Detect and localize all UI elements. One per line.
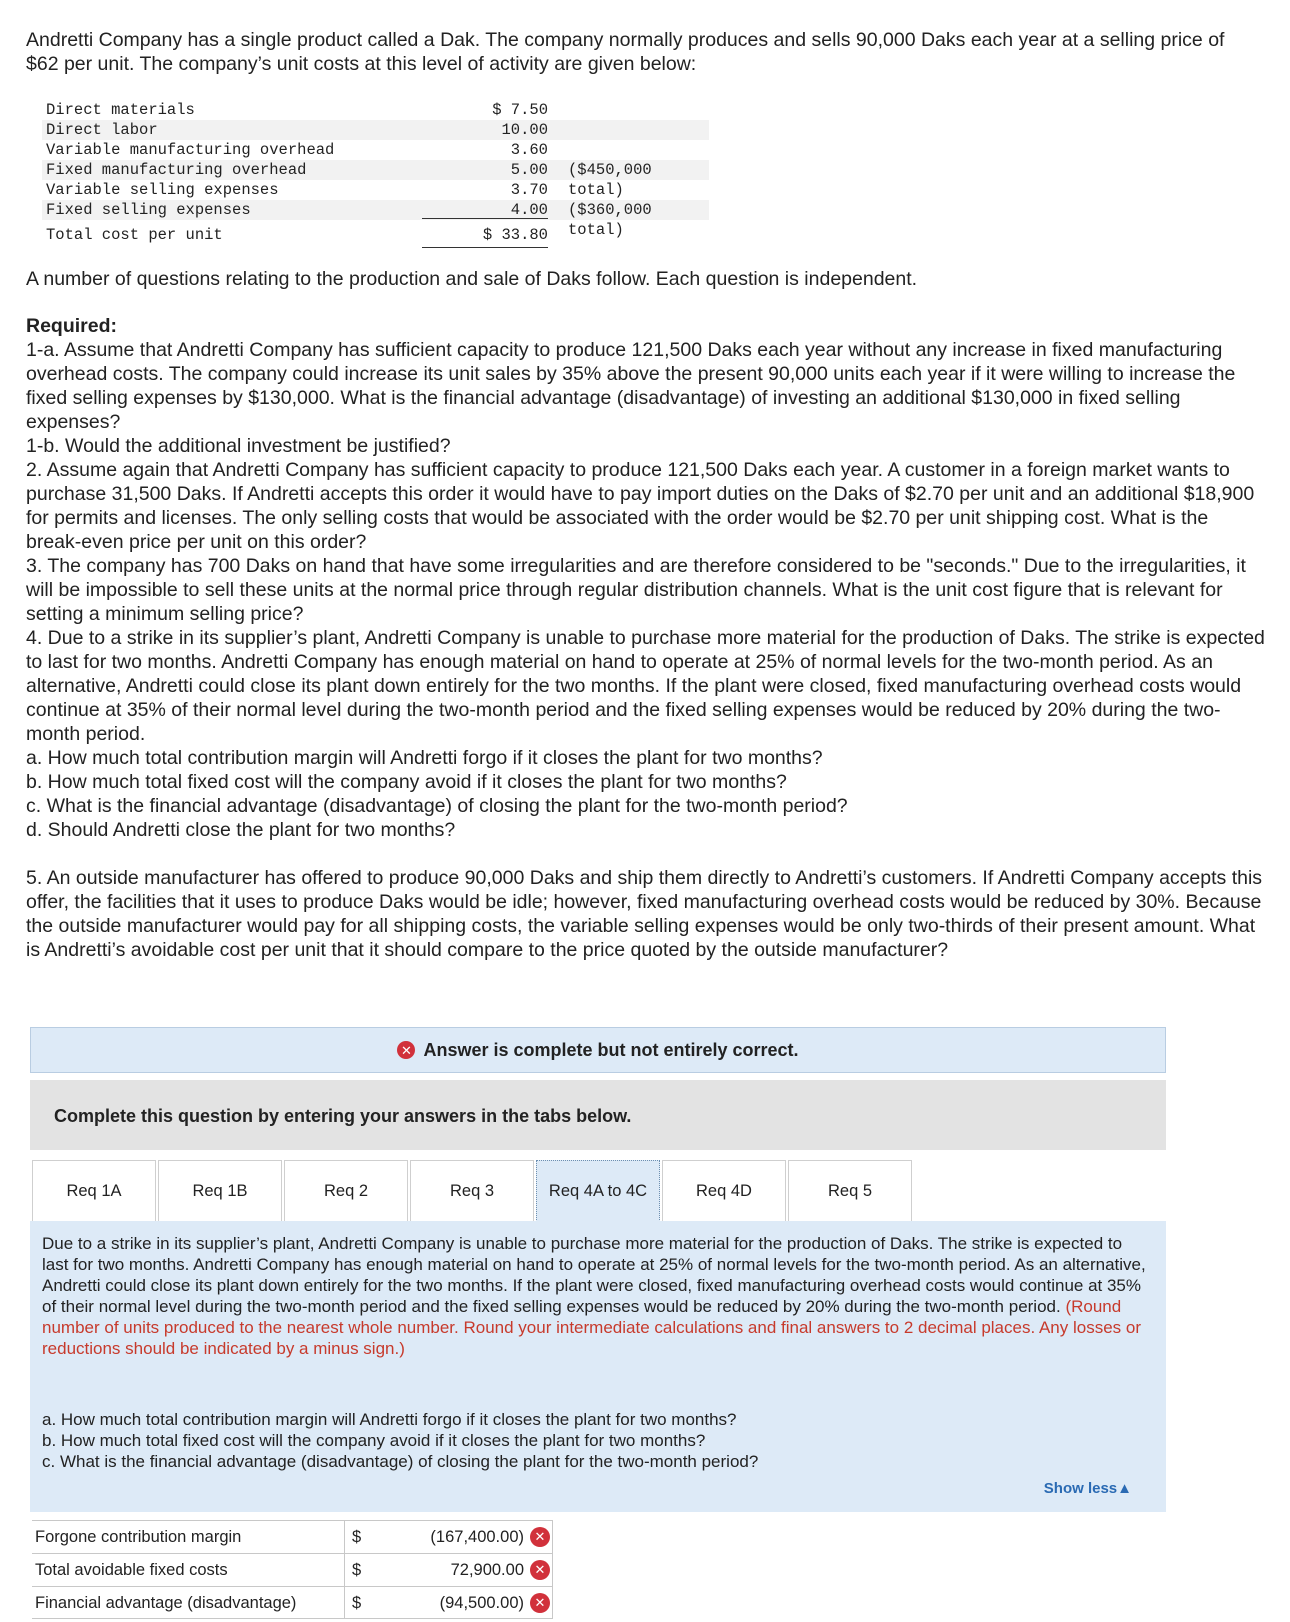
- tab-req-1b[interactable]: Req 1B: [158, 1160, 282, 1222]
- cost-label: Total cost per unit: [46, 226, 223, 244]
- tab-req-1a[interactable]: Req 1A: [32, 1160, 156, 1222]
- x-circle-icon: ✕: [397, 1041, 415, 1059]
- tab-req-4d[interactable]: Req 4D: [662, 1160, 786, 1222]
- panel-desc-text: Due to a strike in its supplier’s plant, Andretti Company is unable to purchase more material for the production of Daks. The strike is expected to last for two months. Andretti Company has enough material on hand to operate at 25% of normal levels for the two-month period. As an alternative, Andretti could close its plant down entirely for the two months. If the plant were closed, fixed manufacturing overhead costs would continue at 35% of their normal level during the two-month period and the fixed selling expenses would be reduced by 20% during the two-month period.: [42, 1234, 1146, 1316]
- question-4d: d. Should Andretti close the plant for two months?: [26, 819, 456, 841]
- instruction-text: Complete this question by entering your answers in the tabs below.: [54, 1106, 632, 1126]
- question-5: 5. An outside manufacturer has offered to produce 90,000 Daks and ship them directly to Andretti’s customers. If Andretti Company accepts this offer, the facilities that it uses to produce Daks would be idle; however, fixed manufacturing overhead costs would be reduced by 30%. Because the outside manufacturer would pay for all shipping costs, the variable selling expenses would be only two-thirds of their present amount. What is Andretti’s avoidable cost per unit that it should compare to the price quoted by the outside manufacturer?: [26, 867, 1263, 961]
- cost-label: Variable manufacturing overhead: [46, 141, 335, 159]
- question-2: 2. Assume again that Andretti Company has sufficient capacity to produce 121,500 Daks each year. A customer in a foreign market wants to purchase 31,500 Daks. If Andretti accepts this order it would have to pay import duties on the Daks of $2.70 per unit and an additional $18,900 for permits and licenses. The only selling costs that would be associated with the order would be $2.70 per unit shipping cost. What is the break-even price per unit on this order?: [26, 459, 1255, 553]
- answer-input[interactable]: (167,400.00): [430, 1528, 524, 1546]
- cost-amount: 4.00: [422, 200, 548, 220]
- tab-content-panel: [30, 1221, 1166, 1512]
- cost-row-direct-labor: [42, 120, 709, 140]
- tab-req-5[interactable]: Req 5: [788, 1160, 912, 1222]
- question-1b: 1-b. Would the additional investment be justified?: [26, 435, 451, 457]
- currency-symbol: $: [352, 1561, 362, 1579]
- requirement-tabs: [32, 1160, 914, 1222]
- question-1a: 1-a. Assume that Andretti Company has sufficient capacity to produce 121,500 Daks each year without any increase in fixed manufacturing overhead costs. The company could increase its unit sales by 35% above the present 90,000 units each year if it were willing to increase the fixed selling expenses by $130,000. What is the financial advantage (disadvantage) of investing an additional $130,000 in fixed selling expenses?: [26, 339, 1236, 433]
- answer-input[interactable]: 72,900.00: [450, 1561, 524, 1579]
- cost-amount: $ 7.50: [492, 101, 548, 119]
- answer-label: Total avoidable fixed costs: [35, 1561, 228, 1579]
- tab-req-2[interactable]: Req 2: [284, 1160, 408, 1222]
- answer-label: Financial advantage (disadvantage): [35, 1594, 297, 1612]
- panel-question-c: c. What is the financial advantage (disadvantage) of closing the plant for the two-month period?: [42, 1452, 759, 1471]
- question-3: 3. The company has 700 Daks on hand that have some irregularities and are therefore considered to be "seconds." Due to the irregularities, it will be impossible to sell these units at the normal price through regular distribution channels. What is the unit cost figure that is relevant for setting a minimum selling price?: [26, 555, 1246, 625]
- cost-row-variable-mfg-overhead: [42, 140, 709, 160]
- column-divider: [552, 1520, 553, 1619]
- cost-row-variable-selling: [42, 180, 709, 200]
- problem-intro: Andretti Company has a single product called a Dak. The company normally produces and sells 90,000 Daks each year at a selling price of $62 per unit. The company’s unit costs at this level of activity are given below:: [26, 29, 1225, 75]
- panel-description: [42, 1233, 1152, 1359]
- cost-amount: 5.00: [510, 161, 548, 179]
- question-4c: c. What is the financial advantage (disadvantage) of closing the plant for the two-month period?: [26, 795, 848, 817]
- answer-row-financial-advantage: [32, 1586, 552, 1619]
- required-heading: Required:: [26, 315, 118, 337]
- incorrect-icon: ✕: [530, 1560, 550, 1580]
- cost-label: Fixed selling expenses: [46, 201, 251, 219]
- cost-label: Variable selling expenses: [46, 181, 279, 199]
- panel-question-a: a. How much total contribution margin will Andretti forgo if it closes the plant for two months?: [42, 1410, 737, 1429]
- currency-symbol: $: [352, 1528, 362, 1546]
- answer-status-banner: [30, 1027, 1166, 1073]
- cost-label: Direct materials: [46, 101, 195, 119]
- cost-amount: $ 33.80: [422, 220, 548, 248]
- cost-row-direct-materials: [42, 100, 709, 120]
- answer-table: [32, 1520, 552, 1619]
- cost-note: ($360,000 total): [568, 201, 652, 239]
- question-4b: b. How much total fixed cost will the company avoid if it closes the plant for two months?: [26, 771, 787, 793]
- tab-req-3[interactable]: Req 3: [410, 1160, 534, 1222]
- currency-symbol: $: [352, 1594, 362, 1612]
- cost-note: ($450,000 total): [568, 161, 652, 199]
- independent-note: A number of questions relating to the production and sale of Daks follow. Each question is independent.: [26, 268, 918, 290]
- panel-question-b: b. How much total fixed cost will the company avoid if it closes the plant for two months?: [42, 1431, 706, 1450]
- required-section: [26, 314, 1266, 962]
- incorrect-icon: ✕: [530, 1593, 550, 1613]
- question-4: 4. Due to a strike in its supplier’s plant, Andretti Company is unable to purchase more material for the production of Daks. The strike is expected to last for two months. Andretti Company has enough material on hand to operate at 25% of normal levels for the two-month period. As an alternative, Andretti could close its plant down entirely for the two months. If the plant were closed, fixed manufacturing overhead costs would continue at 35% of their normal level during the two-month period and the fixed selling expenses would be reduced by 20% during the two-month period.: [26, 627, 1265, 745]
- cost-label: Direct labor: [46, 121, 158, 139]
- unit-cost-table: [42, 100, 709, 246]
- show-less-link[interactable]: Show less▲: [1043, 1480, 1132, 1497]
- answer-row-avoidable-fixed: [32, 1553, 552, 1586]
- answer-row-forgone-cm: [32, 1520, 552, 1553]
- panel-questions: [42, 1409, 1152, 1472]
- answer-label: Forgone contribution margin: [35, 1528, 242, 1546]
- cost-label: Fixed manufacturing overhead: [46, 161, 307, 179]
- question-4a: a. How much total contribution margin will Andretti forgo if it closes the plant for two months?: [26, 747, 823, 769]
- banner-text: Answer is complete but not entirely correct.: [423, 1039, 799, 1060]
- cost-row-total: [42, 220, 709, 246]
- tab-req-4a-to-4c[interactable]: Req 4A to 4C: [536, 1160, 660, 1222]
- rounding-instructions: (Round number of units produced to the nearest whole number. Round your intermediate calculations and final answers to 2 decimal places. Any losses or reductions should be indicated by a minus sign.): [42, 1297, 1142, 1358]
- cost-amount: 10.00: [501, 121, 548, 139]
- instruction-panel: [30, 1080, 1166, 1150]
- cost-amount: 3.70: [510, 181, 548, 199]
- cost-amount: 3.60: [510, 141, 548, 159]
- incorrect-icon: ✕: [530, 1527, 550, 1547]
- answer-input[interactable]: (94,500.00): [439, 1594, 524, 1612]
